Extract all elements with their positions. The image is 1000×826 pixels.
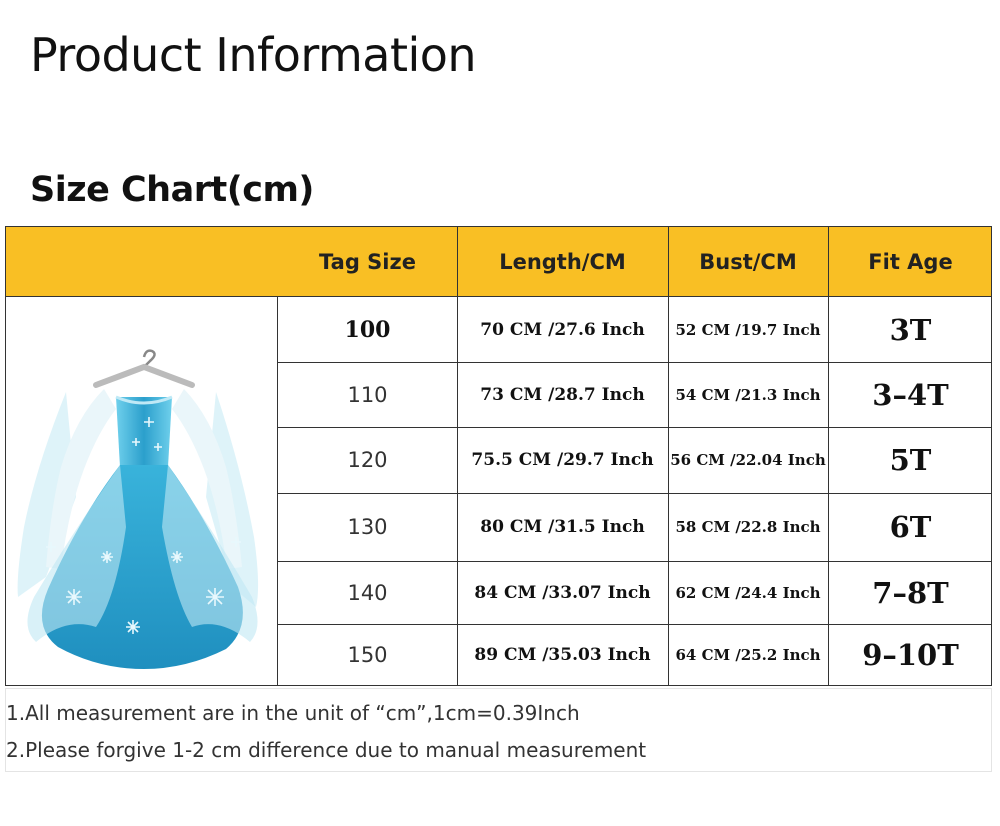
table-cell-age: 6T (889, 510, 932, 544)
table-cell-length: 89 CM /35.03 Inch (474, 645, 651, 665)
size-chart-heading: Size Chart(cm) (30, 170, 314, 210)
header-fit-age: Fit Age (868, 250, 953, 274)
table-cell-length: 73 CM /28.7 Inch (480, 384, 645, 405)
table-cell-tag: 140 (347, 580, 388, 605)
table-cell-length: 75.5 CM /29.7 Inch (471, 450, 654, 470)
table-cell-bust: 56 CM /22.04 Inch (670, 451, 826, 469)
product-image-cell (6, 297, 278, 685)
table-cell-tag: 150 (347, 643, 388, 667)
table-cell-length: 70 CM /27.6 Inch (480, 319, 645, 340)
table-cell-bust: 52 CM /19.7 Inch (675, 320, 821, 339)
size-chart-table (5, 226, 992, 686)
note-unit: 1.All measurement are in the unit of “cm”,1cm=0.39Inch (6, 701, 580, 725)
table-cell-tag: 130 (347, 515, 388, 539)
table-cell-tag: 100 (344, 316, 391, 343)
table-cell-bust: 62 CM /24.4 Inch (675, 583, 821, 602)
table-cell-bust: 54 CM /21.3 Inch (675, 385, 821, 404)
table-cell-age: 3–4T (872, 377, 949, 412)
table-cell-age: 9–10T (862, 638, 959, 672)
table-cell-age: 3T (889, 312, 932, 347)
note-tolerance: 2.Please forgive 1-2 cm difference due to manual measurement (6, 738, 647, 762)
table-cell-bust: 64 CM /25.2 Inch (675, 646, 821, 664)
table-cell-tag: 110 (347, 382, 388, 407)
princess-dress-image (6, 297, 276, 685)
table-cell-length: 84 CM /33.07 Inch (474, 582, 651, 603)
table-cell-bust: 58 CM /22.8 Inch (675, 518, 821, 536)
measurement-notes (5, 688, 992, 772)
table-cell-tag: 120 (347, 448, 388, 472)
table-cell-length: 80 CM /31.5 Inch (480, 517, 645, 537)
header-length: Length/CM (499, 250, 626, 274)
table-cell-age: 7–8T (872, 575, 949, 610)
header-bust: Bust/CM (699, 250, 797, 274)
header-tag-size: Tag Size (319, 250, 416, 274)
table-cell-age: 5T (889, 443, 932, 477)
page-title: Product Information (30, 28, 477, 82)
